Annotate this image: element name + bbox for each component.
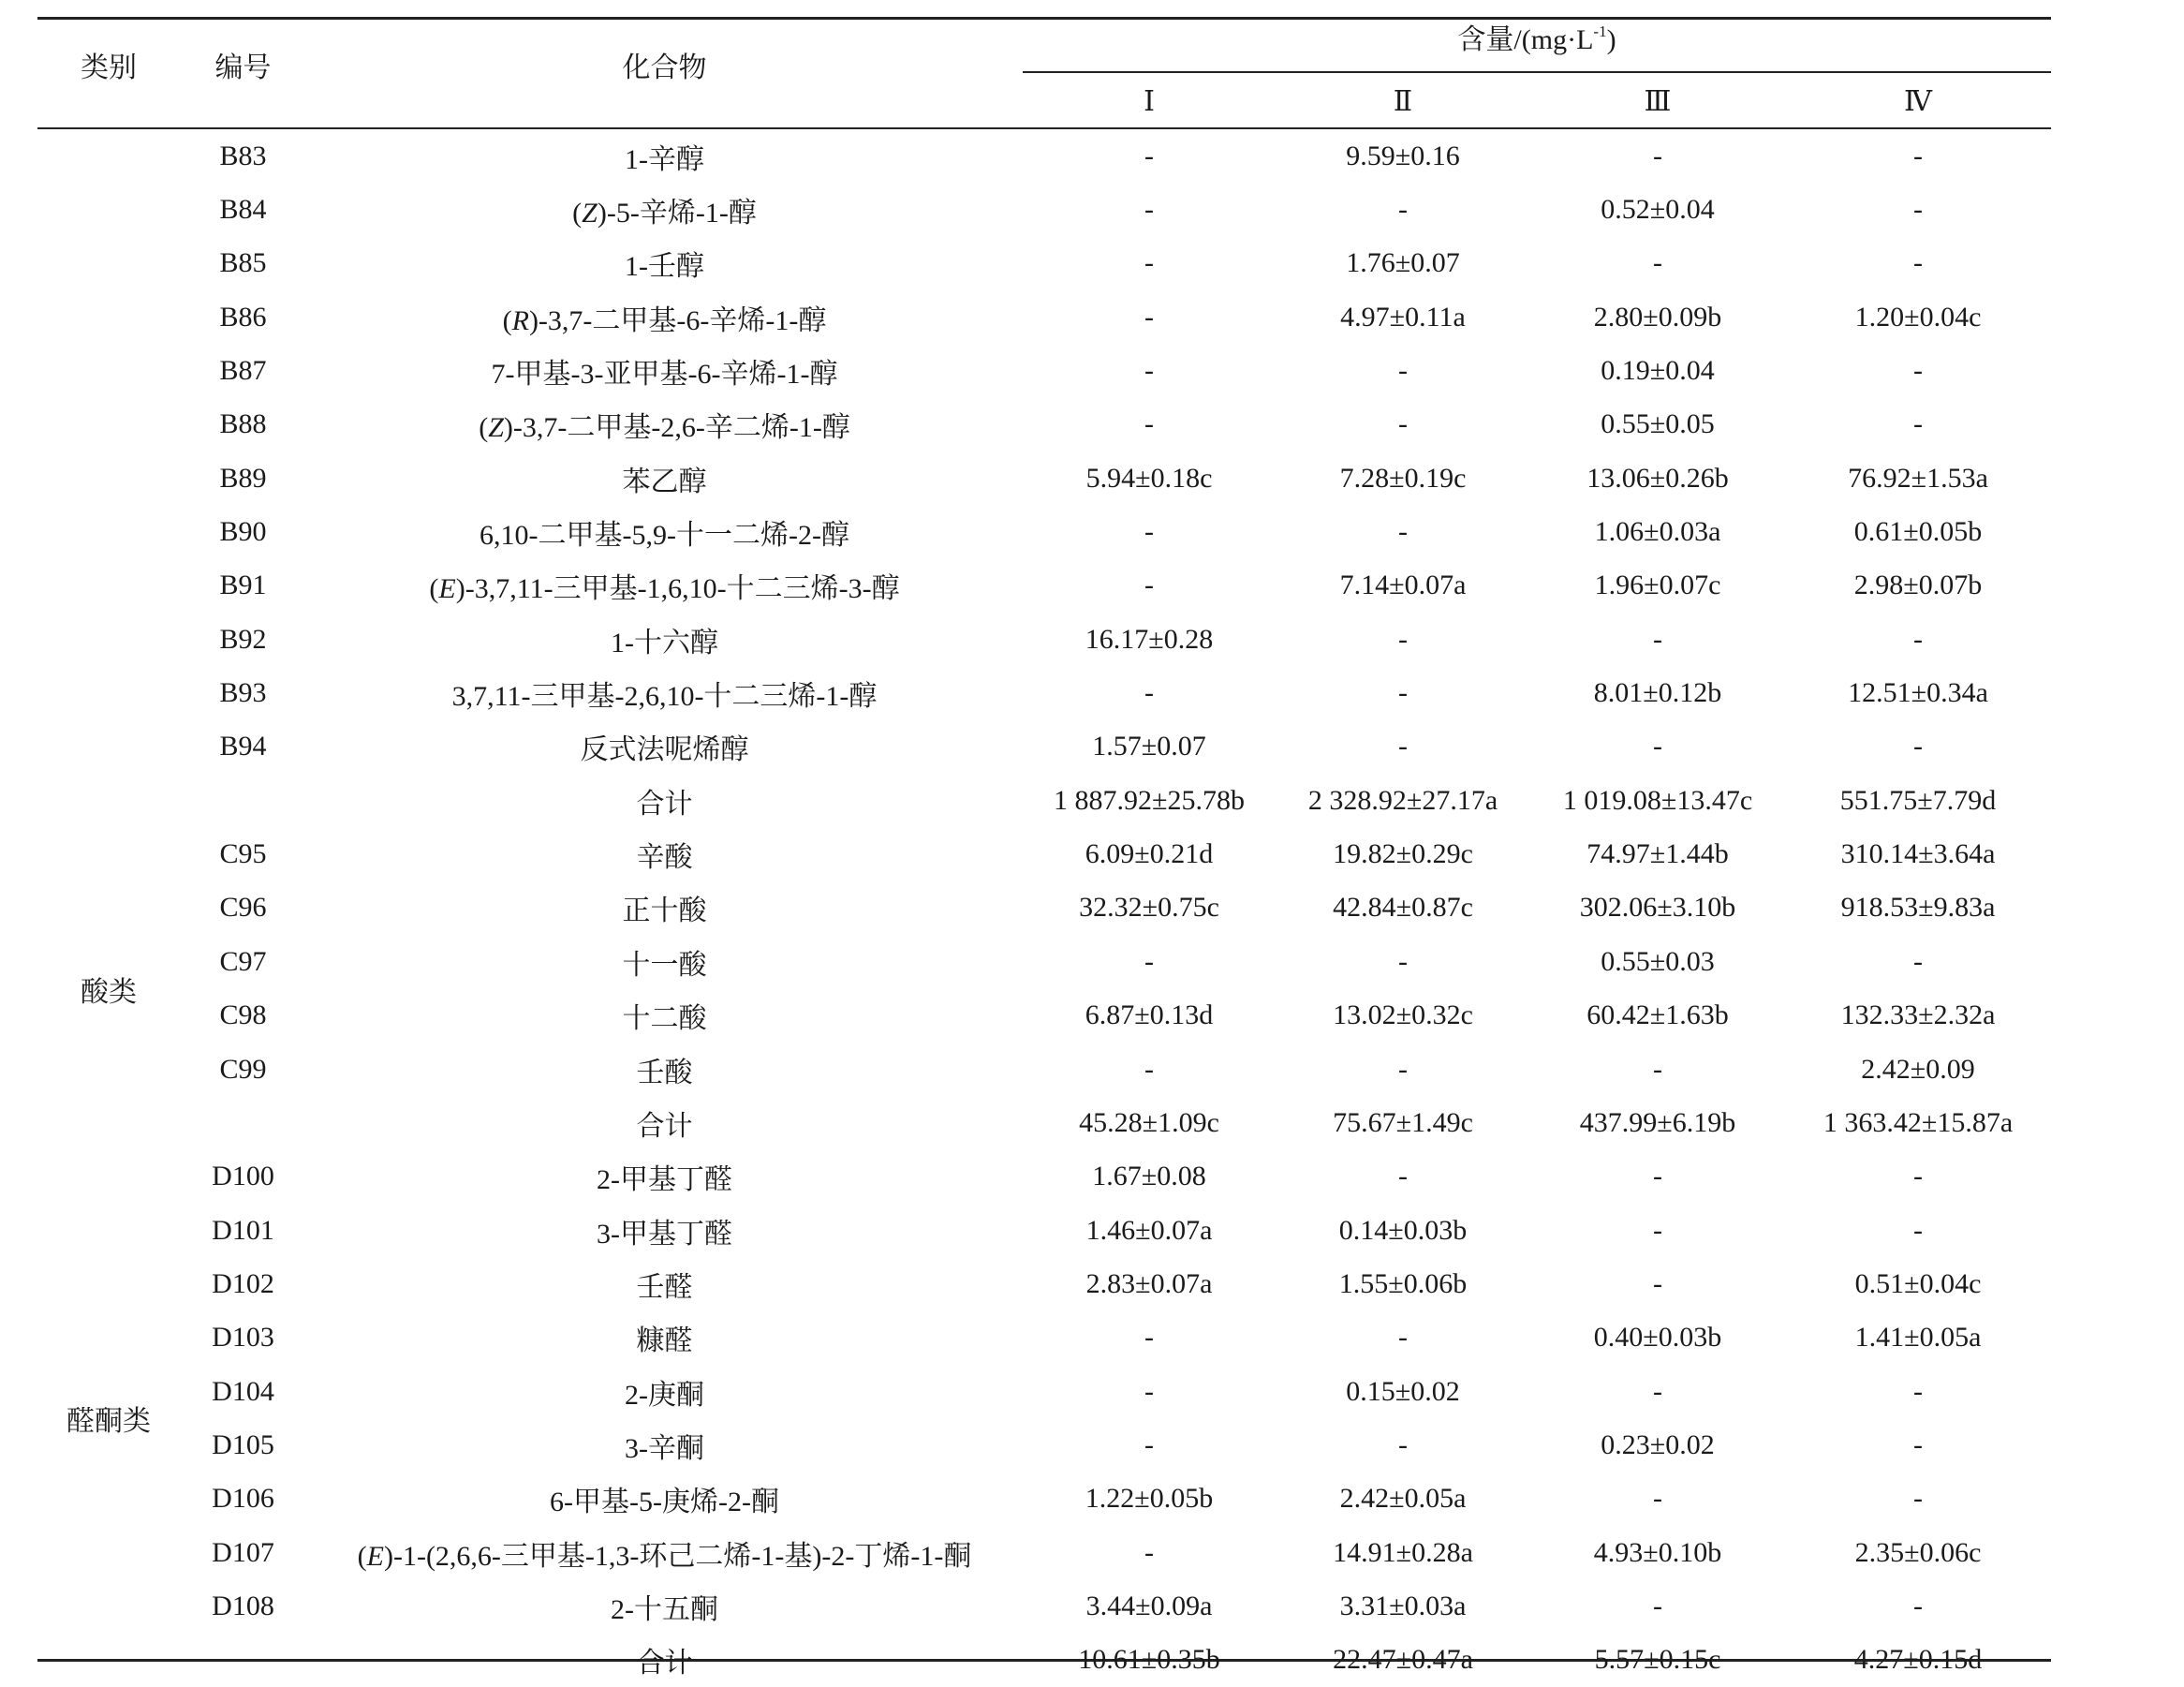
value-cell-sample-3: - bbox=[1653, 1267, 1662, 1299]
value-cell-sample-1: 16.17±0.28 bbox=[1085, 623, 1214, 655]
value-cell-sample-3: - bbox=[1653, 623, 1662, 655]
table-row bbox=[37, 398, 2051, 451]
code-cell: B94 bbox=[219, 731, 267, 762]
code-cell: B86 bbox=[219, 301, 267, 333]
value-cell-sample-2: - bbox=[1398, 1161, 1408, 1192]
compound-post: 合计 bbox=[636, 1110, 693, 1142]
compound-post: 3,7,11-三甲基-2,6,10-十二三烯-1-醇 bbox=[451, 681, 878, 713]
value-cell-sample-1: 6.87±0.13d bbox=[1085, 999, 1214, 1031]
value-cell-sample-1: - bbox=[1144, 516, 1154, 548]
value-cell-sample-3: 437.99±6.19b bbox=[1579, 1106, 1736, 1138]
table-row bbox=[37, 881, 2051, 935]
value-cell-sample-4: 551.75±7.79d bbox=[1839, 784, 1997, 816]
compound-post: 正十酸 bbox=[622, 895, 707, 927]
table-row bbox=[37, 666, 2051, 719]
table-row bbox=[37, 935, 2051, 988]
compound-cell bbox=[306, 1150, 1023, 1204]
value-cell-sample-4: - bbox=[1913, 247, 1924, 279]
value-cell-sample-1: - bbox=[1144, 140, 1154, 171]
code-cell: B83 bbox=[219, 140, 267, 171]
value-cell-sample-2: - bbox=[1398, 1053, 1408, 1085]
compound-post: 2-十五酮 bbox=[611, 1593, 718, 1625]
value-cell-sample-1: 1.22±0.05b bbox=[1085, 1483, 1214, 1515]
code-cell bbox=[180, 1634, 306, 1687]
table-row bbox=[37, 613, 2051, 666]
value-cell-sample-1: 1.46±0.07a bbox=[1085, 1214, 1213, 1246]
value-cell-sample-4: - bbox=[1913, 408, 1924, 440]
compound-pre: ( bbox=[357, 1540, 367, 1572]
value-cell-sample-4: - bbox=[1913, 1375, 1924, 1407]
value-cell-sample-1: 32.32±0.75c bbox=[1079, 892, 1219, 924]
code-cell: B93 bbox=[219, 677, 267, 709]
table-row bbox=[37, 1365, 2051, 1418]
table-row bbox=[37, 1043, 2051, 1096]
compound-post: )-3,7-二甲基-2,6-辛二烯-1-醇 bbox=[503, 412, 850, 444]
table-row bbox=[37, 559, 2051, 613]
compound-post: 2-庚酮 bbox=[625, 1379, 704, 1411]
value-cell-sample-4: 132.33±2.32a bbox=[1840, 999, 1996, 1031]
value-cell-sample-3: 1 019.08±13.47c bbox=[1562, 784, 1753, 816]
value-cell-sample-3: 8.01±0.12b bbox=[1593, 677, 1722, 709]
value-cell-sample-4: 0.51±0.04c bbox=[1854, 1267, 1982, 1299]
value-cell-sample-3: - bbox=[1653, 1161, 1662, 1192]
compound-post: )-3,7,11-三甲基-1,6,10-十二三烯-3-醇 bbox=[455, 573, 900, 605]
compound-post: 1-辛醇 bbox=[625, 143, 704, 175]
table-row bbox=[37, 720, 2051, 774]
table-row bbox=[37, 1634, 2051, 1687]
code-cell: C97 bbox=[219, 945, 267, 977]
code-cell bbox=[180, 1096, 306, 1149]
compound-post: 3-辛酮 bbox=[625, 1432, 704, 1464]
compound-cell bbox=[306, 935, 1023, 988]
table-row bbox=[37, 774, 2051, 827]
code-cell: D104 bbox=[212, 1375, 274, 1407]
code-cell bbox=[180, 774, 306, 827]
value-cell-sample-2: - bbox=[1398, 677, 1408, 709]
value-cell-sample-1: - bbox=[1144, 355, 1154, 387]
value-cell-sample-4: - bbox=[1913, 1483, 1924, 1515]
compound-cell bbox=[306, 827, 1023, 880]
value-cell-sample-2: 4.97±0.11a bbox=[1340, 301, 1466, 333]
compound-cell bbox=[306, 1526, 1023, 1579]
table-row bbox=[37, 1472, 2051, 1526]
table-row bbox=[37, 1257, 2051, 1310]
code-cell: C96 bbox=[219, 892, 267, 924]
compound-cell bbox=[306, 720, 1023, 774]
value-cell-sample-4: - bbox=[1913, 140, 1924, 171]
value-cell-sample-4: 12.51±0.34a bbox=[1848, 677, 1988, 709]
value-cell-sample-2: 1.76±0.07 bbox=[1346, 247, 1460, 279]
value-cell-sample-2: 19.82±0.29c bbox=[1333, 838, 1473, 870]
table-row bbox=[37, 1418, 2051, 1472]
value-cell-sample-2: 14.91±0.28a bbox=[1333, 1536, 1473, 1568]
header-category: 类别 bbox=[81, 52, 137, 83]
value-cell-sample-4: 310.14±3.64a bbox=[1840, 838, 1996, 870]
category-cell: 酸类 bbox=[81, 976, 137, 1008]
header-sample-2: Ⅱ bbox=[1393, 85, 1413, 117]
value-cell-sample-2: 0.15±0.02 bbox=[1346, 1375, 1460, 1407]
value-cell-sample-3: - bbox=[1653, 1483, 1662, 1515]
header-content-label: 含量/(mg·L bbox=[1457, 24, 1594, 55]
code-cell: B88 bbox=[219, 408, 267, 440]
value-cell-sample-1: 45.28±1.09c bbox=[1079, 1106, 1219, 1138]
compound-post: 苯乙醇 bbox=[622, 466, 707, 497]
header-compound: 化合物 bbox=[622, 52, 707, 83]
value-cell-sample-2: 13.02±0.32c bbox=[1333, 999, 1473, 1031]
value-cell-sample-2: 75.67±1.49c bbox=[1333, 1106, 1473, 1138]
value-cell-sample-1: 1 887.92±25.78b bbox=[1054, 784, 1245, 816]
compound-cell bbox=[306, 1418, 1023, 1472]
value-cell-sample-1: - bbox=[1144, 1428, 1154, 1460]
value-cell-sample-3: - bbox=[1653, 1590, 1662, 1621]
compound-it: E bbox=[366, 1540, 384, 1572]
compound-cell bbox=[306, 1096, 1023, 1149]
code-cell: D102 bbox=[212, 1267, 274, 1299]
value-cell-sample-2: - bbox=[1398, 623, 1408, 655]
compound-cell bbox=[306, 559, 1023, 613]
compound-it: Z bbox=[582, 198, 598, 229]
compound-cell bbox=[306, 398, 1023, 451]
value-cell-sample-2: 7.14±0.07a bbox=[1339, 570, 1467, 601]
value-cell-sample-4: - bbox=[1913, 194, 1924, 226]
value-cell-sample-1: - bbox=[1144, 677, 1154, 709]
category-cell-alcohols bbox=[37, 129, 180, 827]
table-row bbox=[37, 451, 2051, 505]
value-cell-sample-3: 74.97±1.44b bbox=[1586, 838, 1729, 870]
value-cell-sample-3: 5.57±0.15c bbox=[1594, 1644, 1721, 1676]
value-cell-sample-4: 2.42±0.09 bbox=[1861, 1053, 1975, 1085]
compound-it: Z bbox=[488, 412, 504, 444]
code-cell: B90 bbox=[219, 516, 267, 548]
value-cell-sample-4: 2.98±0.07b bbox=[1853, 570, 1983, 601]
compound-post: 合计 bbox=[636, 1648, 693, 1680]
compound-post: 合计 bbox=[636, 788, 693, 820]
value-cell-sample-4: 1.20±0.04c bbox=[1854, 301, 1982, 333]
compound-post: 十二酸 bbox=[622, 1003, 707, 1035]
value-cell-sample-3: 0.40±0.03b bbox=[1593, 1322, 1722, 1354]
value-cell-sample-3: 2.80±0.09b bbox=[1593, 301, 1722, 333]
compound-cell bbox=[306, 1634, 1023, 1687]
table-row bbox=[37, 989, 2051, 1043]
compound-cell bbox=[306, 451, 1023, 505]
value-cell-sample-3: 0.19±0.04 bbox=[1601, 355, 1715, 387]
value-cell-sample-4: - bbox=[1913, 1214, 1924, 1246]
compound-pre: ( bbox=[429, 573, 439, 605]
header-content-close: ) bbox=[1606, 24, 1616, 55]
table-row bbox=[37, 344, 2051, 397]
code-cell: C95 bbox=[219, 838, 267, 870]
compound-post: )-1-(2,6,6-三甲基-1,3-环己二烯-1-基)-2-丁烯-1-酮 bbox=[383, 1540, 972, 1572]
value-cell-sample-3: - bbox=[1653, 1053, 1662, 1085]
compound-cell bbox=[306, 237, 1023, 290]
header-content bbox=[1023, 0, 2051, 73]
code-cell: B92 bbox=[219, 623, 267, 655]
compound-cell bbox=[306, 1365, 1023, 1418]
code-cell: B91 bbox=[219, 570, 267, 601]
code-cell: D107 bbox=[212, 1536, 274, 1568]
value-cell-sample-3: 0.23±0.02 bbox=[1601, 1428, 1715, 1460]
code-cell: D101 bbox=[212, 1214, 274, 1246]
value-cell-sample-3: 0.55±0.03 bbox=[1601, 945, 1715, 977]
value-cell-sample-4: - bbox=[1913, 731, 1924, 762]
compound-post: 6,10-二甲基-5,9-十一二烯-2-醇 bbox=[480, 520, 849, 552]
value-cell-sample-2: - bbox=[1398, 1322, 1408, 1354]
value-cell-sample-1: - bbox=[1144, 247, 1154, 279]
value-cell-sample-2: 22.47±0.47a bbox=[1333, 1644, 1473, 1676]
code-cell: C99 bbox=[219, 1053, 267, 1085]
code-cell: D106 bbox=[212, 1483, 274, 1515]
value-cell-sample-3: 302.06±3.10b bbox=[1579, 892, 1736, 924]
value-cell-sample-3: 1.96±0.07c bbox=[1594, 570, 1721, 601]
header-sample-1: Ⅰ bbox=[1144, 85, 1155, 117]
table-row bbox=[37, 1311, 2051, 1365]
value-cell-sample-3: 0.52±0.04 bbox=[1601, 194, 1715, 226]
category-cell: 醛酮类 bbox=[66, 1406, 151, 1438]
value-cell-sample-4: 2.35±0.06c bbox=[1854, 1536, 1982, 1568]
compound-cell bbox=[306, 989, 1023, 1043]
table-row bbox=[37, 1150, 2051, 1204]
value-cell-sample-1: - bbox=[1144, 301, 1154, 333]
value-cell-sample-1: - bbox=[1144, 945, 1154, 977]
value-cell-sample-1: 6.09±0.21d bbox=[1085, 838, 1214, 870]
compound-cell bbox=[306, 1311, 1023, 1365]
compound-content-table bbox=[37, 0, 2051, 1687]
compound-post: 2-甲基丁醛 bbox=[597, 1164, 732, 1196]
header-sample-4: Ⅳ bbox=[1904, 85, 1932, 117]
value-cell-sample-1: - bbox=[1144, 1536, 1154, 1568]
value-cell-sample-1: 5.94±0.18c bbox=[1085, 462, 1213, 494]
value-cell-sample-3: - bbox=[1653, 247, 1662, 279]
value-cell-sample-4: 918.53±9.83a bbox=[1840, 892, 1996, 924]
table-row bbox=[37, 237, 2051, 290]
value-cell-sample-4: - bbox=[1913, 355, 1924, 387]
value-cell-sample-1: - bbox=[1144, 570, 1154, 601]
value-cell-sample-1: - bbox=[1144, 1053, 1154, 1085]
value-cell-sample-1: - bbox=[1144, 194, 1154, 226]
value-cell-sample-4: - bbox=[1913, 945, 1924, 977]
value-cell-sample-4: 0.61±0.05b bbox=[1853, 516, 1983, 548]
value-cell-sample-2: - bbox=[1398, 355, 1408, 387]
value-cell-sample-2: 42.84±0.87c bbox=[1333, 892, 1473, 924]
compound-post: 反式法呢烯醇 bbox=[580, 734, 749, 766]
value-cell-sample-2: 2.42±0.05a bbox=[1339, 1483, 1467, 1515]
compound-cell bbox=[306, 1472, 1023, 1526]
table-row bbox=[37, 505, 2051, 558]
value-cell-sample-1: - bbox=[1144, 1375, 1154, 1407]
compound-pre: ( bbox=[572, 198, 583, 229]
compound-cell bbox=[306, 129, 1023, 183]
compound-cell bbox=[306, 613, 1023, 666]
value-cell-sample-3: - bbox=[1653, 1375, 1662, 1407]
code-cell: B85 bbox=[219, 247, 267, 279]
compound-cell bbox=[306, 1579, 1023, 1633]
value-cell-sample-2: - bbox=[1398, 945, 1408, 977]
compound-cell bbox=[306, 774, 1023, 827]
table-row bbox=[37, 129, 2051, 183]
compound-post: 壬酸 bbox=[636, 1057, 693, 1088]
table-row bbox=[37, 183, 2051, 236]
value-cell-sample-1: 3.44±0.09a bbox=[1085, 1590, 1213, 1621]
header-sample-3: Ⅲ bbox=[1644, 85, 1672, 117]
code-cell: D103 bbox=[212, 1322, 274, 1354]
compound-cell bbox=[306, 290, 1023, 344]
value-cell-sample-2: 1.55±0.06b bbox=[1338, 1267, 1468, 1299]
compound-cell bbox=[306, 344, 1023, 397]
value-cell-sample-1: - bbox=[1144, 1322, 1154, 1354]
compound-post: 3-甲基丁醛 bbox=[597, 1218, 732, 1250]
table-body bbox=[37, 129, 2051, 1687]
value-cell-sample-2: - bbox=[1398, 408, 1408, 440]
code-cell: B89 bbox=[219, 462, 267, 494]
table-row bbox=[37, 1526, 2051, 1579]
value-cell-sample-4: - bbox=[1913, 623, 1924, 655]
code-cell: B84 bbox=[219, 194, 267, 226]
compound-cell bbox=[306, 881, 1023, 935]
header-code: 编号 bbox=[214, 52, 272, 83]
compound-post: 壬醛 bbox=[636, 1271, 693, 1303]
compound-it: R bbox=[511, 304, 529, 336]
value-cell-sample-2: 3.31±0.03a bbox=[1339, 1590, 1467, 1621]
code-cell: D108 bbox=[212, 1590, 274, 1621]
value-cell-sample-4: 76.92±1.53a bbox=[1848, 462, 1988, 494]
value-cell-sample-3: 60.42±1.63b bbox=[1586, 999, 1729, 1031]
value-cell-sample-3: 4.93±0.10b bbox=[1593, 1536, 1722, 1568]
compound-cell bbox=[306, 1043, 1023, 1096]
compound-post: 辛酸 bbox=[636, 842, 693, 874]
value-cell-sample-2: - bbox=[1398, 1428, 1408, 1460]
value-cell-sample-1: 2.83±0.07a bbox=[1085, 1267, 1213, 1299]
value-cell-sample-4: 1.41±0.05a bbox=[1854, 1322, 1982, 1354]
value-cell-sample-1: 1.57±0.07 bbox=[1092, 731, 1206, 762]
compound-cell bbox=[306, 1257, 1023, 1310]
value-cell-sample-2: 2 328.92±27.17a bbox=[1307, 784, 1498, 816]
header-content-sup: -1 bbox=[1593, 22, 1607, 40]
code-cell: D105 bbox=[212, 1428, 274, 1460]
table-row bbox=[37, 1579, 2051, 1633]
code-cell: C98 bbox=[219, 999, 267, 1031]
table-row bbox=[37, 827, 2051, 880]
compound-cell bbox=[306, 183, 1023, 236]
compound-post: 6-甲基-5-庚烯-2-酮 bbox=[550, 1487, 779, 1518]
compound-post: 糠醛 bbox=[636, 1325, 693, 1357]
code-cell: D100 bbox=[212, 1161, 274, 1192]
value-cell-sample-1: 10.61±0.35b bbox=[1078, 1644, 1220, 1676]
value-cell-sample-3: - bbox=[1653, 731, 1662, 762]
value-cell-sample-4: - bbox=[1913, 1428, 1924, 1460]
compound-cell bbox=[306, 666, 1023, 719]
value-cell-sample-2: - bbox=[1398, 516, 1408, 548]
value-cell-sample-3: 1.06±0.03a bbox=[1594, 516, 1721, 548]
value-cell-sample-3: 13.06±0.26b bbox=[1586, 462, 1729, 494]
table-row bbox=[37, 1204, 2051, 1257]
compound-post: 1-壬醇 bbox=[625, 251, 704, 283]
value-cell-sample-2: 9.59±0.16 bbox=[1346, 140, 1460, 171]
compound-pre: ( bbox=[479, 412, 489, 444]
compound-cell bbox=[306, 505, 1023, 558]
value-cell-sample-1: 1.67±0.08 bbox=[1092, 1161, 1206, 1192]
compound-post: 7-甲基-3-亚甲基-6-辛烯-1-醇 bbox=[491, 359, 838, 391]
compound-cell bbox=[306, 1204, 1023, 1257]
compound-post: 十一酸 bbox=[622, 949, 707, 981]
table-row bbox=[37, 1096, 2051, 1149]
value-cell-sample-2: 7.28±0.19c bbox=[1339, 462, 1467, 494]
compound-post: 1-十六醇 bbox=[611, 627, 718, 659]
compound-it: E bbox=[438, 573, 456, 605]
compound-post: )-3,7-二甲基-6-辛烯-1-醇 bbox=[528, 304, 827, 336]
compound-pre: ( bbox=[502, 304, 512, 336]
value-cell-sample-1: - bbox=[1144, 408, 1154, 440]
value-cell-sample-4: - bbox=[1913, 1590, 1924, 1621]
value-cell-sample-4: 1 363.42±15.87a bbox=[1822, 1106, 2014, 1138]
compound-post: )-5-辛烯-1-醇 bbox=[597, 198, 757, 229]
code-cell: B87 bbox=[219, 355, 267, 387]
value-cell-sample-3: - bbox=[1653, 140, 1662, 171]
value-cell-sample-4: 4.27±0.15d bbox=[1853, 1644, 1983, 1676]
value-cell-sample-2: - bbox=[1398, 194, 1408, 226]
value-cell-sample-4: - bbox=[1913, 1161, 1924, 1192]
value-cell-sample-2: 0.14±0.03b bbox=[1338, 1214, 1468, 1246]
value-cell-sample-3: - bbox=[1653, 1214, 1662, 1246]
value-cell-sample-2: - bbox=[1398, 731, 1408, 762]
table-row bbox=[37, 290, 2051, 344]
value-cell-sample-3: 0.55±0.05 bbox=[1601, 408, 1715, 440]
